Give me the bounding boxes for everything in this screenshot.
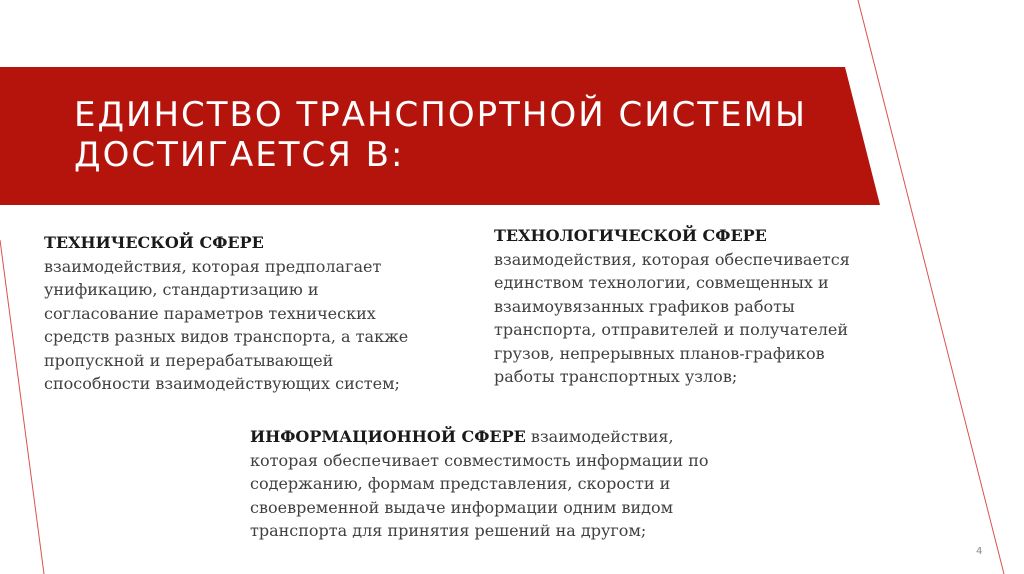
title-line-1: ЕДИНСТВО ТРАНСПОРТНОЙ СИСТЕМЫ: [74, 95, 807, 135]
informational-sphere-block: [250, 425, 730, 543]
technical-sphere-heading: ТЕХНИЧЕСКОЙ СФЕРЕ: [44, 233, 264, 252]
informational-line: транспорта для принятия решений на другом;: [250, 521, 647, 540]
informational-line: своевременной выдаче информации одним видом: [250, 497, 674, 517]
title-line-2: ДОСТИГАЕТСЯ В:: [74, 135, 405, 175]
technical-sphere-block: [44, 231, 444, 396]
technical-line: согласование параметров технических: [44, 303, 376, 323]
informational-line: содержанию, формам представления, скорости и: [250, 474, 671, 493]
slide-title: [74, 95, 864, 175]
informational-sphere-heading: ИНФОРМАЦИОННОЙ СФЕРЕ: [250, 427, 526, 446]
technical-line: взаимодействия, которая предполагает: [44, 256, 382, 276]
technological-sphere-block: [494, 224, 894, 389]
technological-line: взаимоувязанных графиков работы: [494, 296, 795, 316]
technological-line: взаимодействия, которая обеспечивается: [494, 249, 850, 269]
technical-line: пропускной и перерабатывающей: [44, 350, 334, 370]
page-number: 4: [976, 546, 983, 557]
technical-line: способности взаимодействующих систем;: [44, 374, 400, 393]
technical-line: средств разных видов транспорта, а также: [44, 327, 409, 346]
technological-line: грузов, непрерывных планов-графиков: [494, 343, 825, 363]
technological-sphere-heading: ТЕХНОЛОГИЧЕСКОЙ СФЕРЕ: [494, 226, 767, 245]
informational-line: которая обеспечивает совместимость информации по: [250, 450, 709, 470]
informational-first-line: взаимодействия,: [525, 427, 674, 446]
technical-line: унификацию, стандартизацию и: [44, 280, 319, 299]
technological-line: транспорта, отправителей и получателей: [494, 320, 849, 339]
technological-line: работы транспортных узлов;: [494, 367, 738, 386]
technological-line: единством технологии, совмещенных и: [494, 273, 829, 292]
